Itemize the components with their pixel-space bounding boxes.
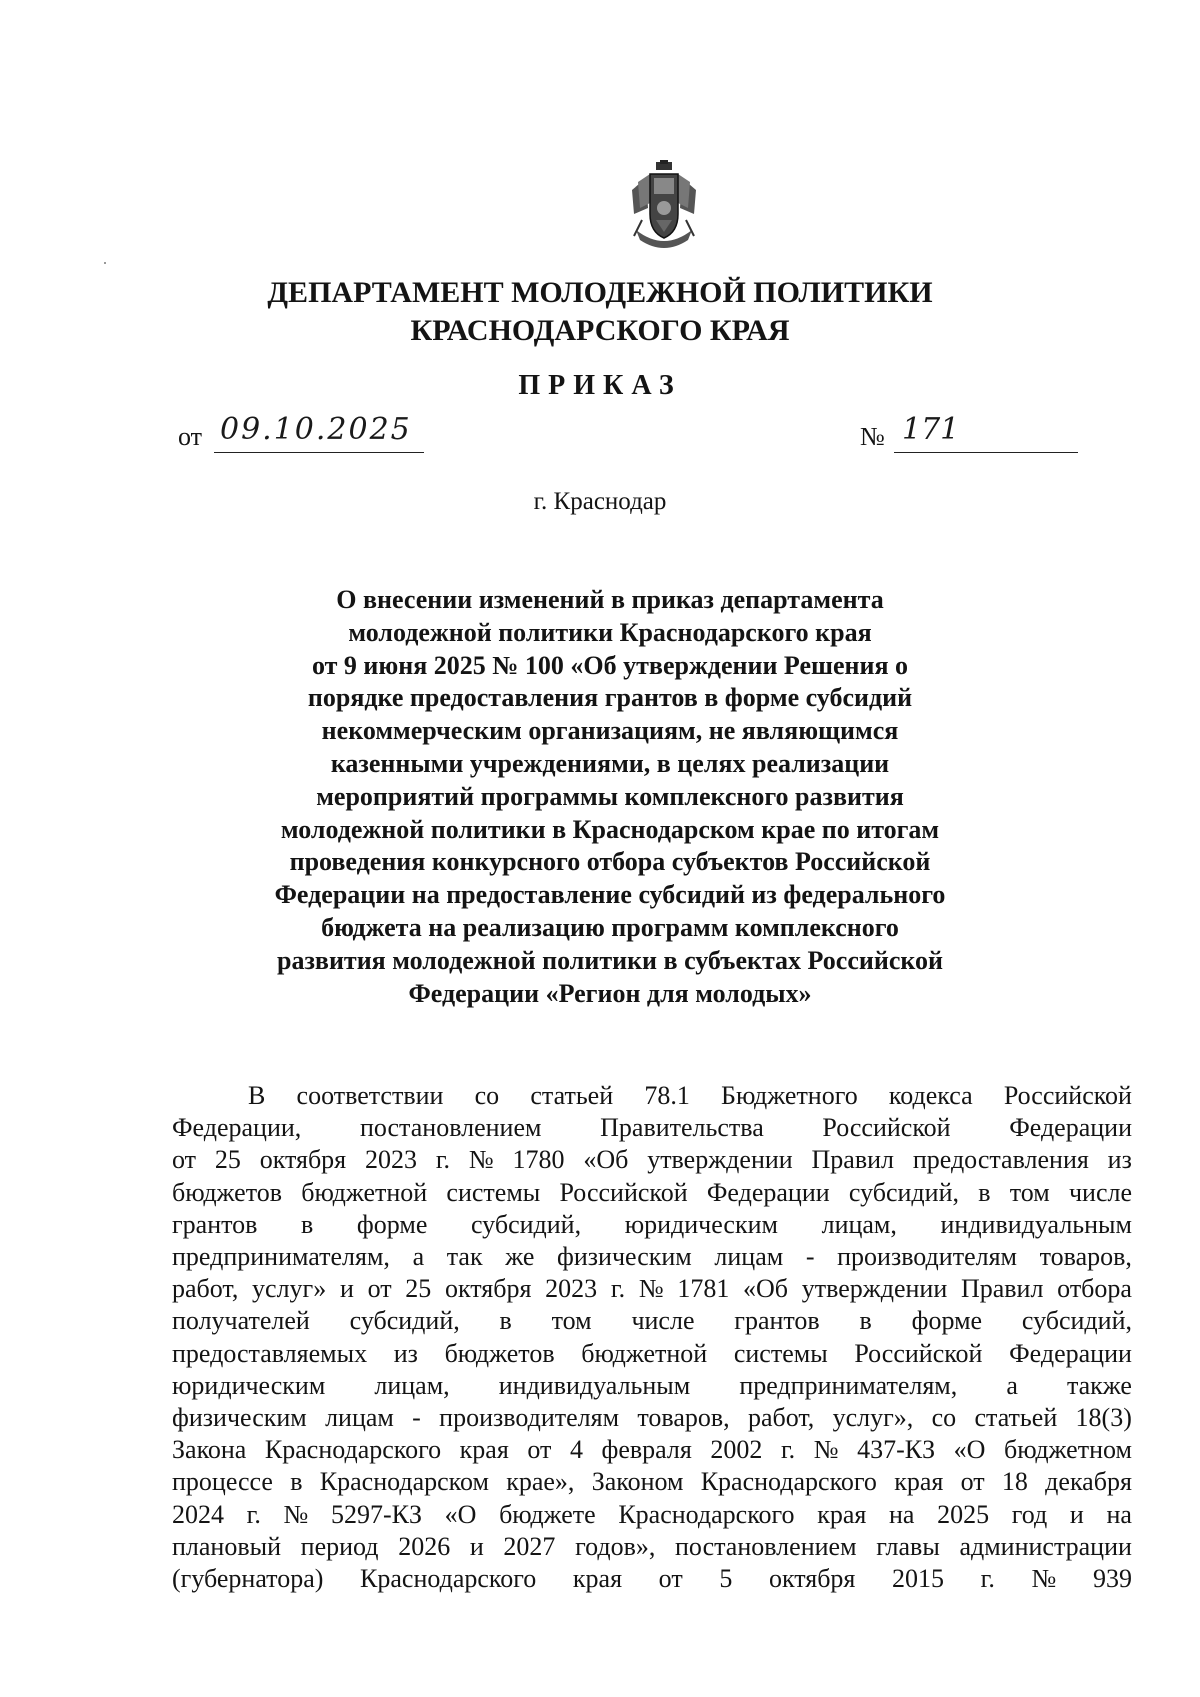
title-line: от 9 июня 2025 № 100 «Об утверждении Решения о: [311, 650, 909, 680]
body-word: работ,: [172, 1274, 239, 1304]
body-word: предоставляемых: [172, 1338, 368, 1368]
body-word: бюджетном: [1004, 1435, 1132, 1465]
number-prefix: №: [860, 422, 885, 451]
body-word: Бюджетного: [721, 1081, 858, 1110]
body-word: Федерации,: [172, 1113, 302, 1143]
body-word: отбора: [1057, 1274, 1132, 1304]
body-word: грантов: [172, 1209, 258, 1239]
body-word: юридическим: [624, 1209, 778, 1239]
body-word: лицам: [325, 1403, 394, 1433]
body-word: Закона: [172, 1435, 247, 1465]
body-word: Российской: [854, 1338, 983, 1368]
title-line: некоммерческим организациям, не являющимся: [321, 716, 899, 746]
body-word: Российской: [1003, 1081, 1132, 1110]
body-word: бюджетной: [581, 1338, 708, 1368]
body-line: [172, 1080, 1132, 1112]
body-word: субсидий,: [848, 1177, 959, 1207]
body-word: соответствии: [296, 1081, 444, 1110]
body-line: [172, 1112, 1132, 1144]
body-word: постановлением: [675, 1531, 857, 1561]
body-word: так: [446, 1242, 483, 1272]
scan-speck: [104, 262, 106, 264]
body-word: «Об: [583, 1145, 629, 1175]
body-paragraph: [172, 1080, 1132, 1595]
document-date: [178, 412, 438, 452]
body-word: физическим: [172, 1403, 307, 1433]
body-word: 4: [569, 1435, 583, 1465]
body-word: в: [499, 1306, 512, 1336]
body-word: г.: [610, 1274, 626, 1304]
body-word: годов»,: [575, 1531, 656, 1561]
body-word: «О: [953, 1435, 986, 1465]
body-word: лицам: [714, 1242, 784, 1272]
title-line: казенными учреждениями, в целях реализации: [330, 748, 890, 778]
body-word: «О: [444, 1499, 477, 1529]
body-word: статьей: [974, 1403, 1058, 1433]
body-word: форме: [911, 1306, 983, 1336]
body-word: 1780: [512, 1145, 565, 1175]
body-word: плановый: [172, 1531, 282, 1561]
body-word: г.: [980, 1564, 995, 1594]
body-word: от: [658, 1564, 683, 1594]
body-word: октября: [445, 1274, 532, 1304]
body-word: 25: [405, 1274, 432, 1304]
body-word: работ,: [747, 1403, 815, 1433]
body-word: из: [393, 1338, 418, 1368]
body-word: предпринимателям,: [739, 1370, 958, 1400]
body-word: товаров,: [1039, 1242, 1132, 1272]
body-word: предпринимателям,: [172, 1242, 390, 1272]
body-word: Российской: [559, 1177, 688, 1207]
department-name: [0, 274, 1200, 350]
body-word: числе: [1068, 1177, 1132, 1207]
body-word: со: [474, 1081, 500, 1110]
body-word: 18(3): [1075, 1403, 1132, 1433]
body-word: услуг»: [252, 1274, 327, 1304]
body-word: №: [468, 1145, 494, 1175]
body-word: края: [894, 1467, 944, 1497]
handwritten-date: 09.10.2025: [220, 412, 412, 447]
title-line: мероприятий программы комплексного развития: [316, 781, 904, 811]
body-word: 18: [1001, 1467, 1028, 1497]
body-word: год: [1011, 1499, 1048, 1529]
department-line-1: ДЕПАРТАМЕНТ МОЛОДЕЖНОЙ ПОЛИТИКИ: [267, 276, 933, 309]
body-word: статьей: [530, 1081, 614, 1110]
body-word: края: [817, 1499, 867, 1529]
body-word: -: [412, 1403, 421, 1433]
body-word: из: [1107, 1145, 1132, 1175]
body-line: [172, 1177, 1132, 1209]
body-word: Федерации: [1009, 1338, 1132, 1368]
body-word: крае»,: [506, 1467, 575, 1497]
body-word: бюджете: [499, 1499, 596, 1529]
body-word: октября: [768, 1564, 856, 1594]
department-line-2: КРАСНОДАРСКОГО КРАЯ: [410, 314, 790, 347]
body-word: кодекса: [888, 1081, 973, 1110]
body-word: октября: [259, 1145, 347, 1175]
body-word: края: [572, 1564, 623, 1594]
body-word: №: [283, 1499, 309, 1529]
body-word: производителям: [439, 1403, 620, 1433]
body-word: производителям: [837, 1242, 1017, 1272]
body-word: (губернатора): [172, 1564, 324, 1594]
body-word: Федерации: [706, 1177, 830, 1207]
body-word: края: [459, 1435, 509, 1465]
body-word: Правил: [960, 1274, 1044, 1304]
body-line: [172, 1563, 1132, 1595]
body-word: администрации: [959, 1531, 1132, 1561]
document-type: ПРИКАЗ: [518, 370, 682, 401]
body-word: Российской: [822, 1113, 951, 1143]
body-line: [172, 1434, 1132, 1466]
body-word: декабря: [1045, 1467, 1132, 1497]
body-word: бюджетов: [172, 1177, 283, 1207]
body-line: [172, 1338, 1132, 1370]
title-line: Федерации «Регион для молодых»: [408, 978, 812, 1008]
date-prefix: от: [178, 422, 203, 451]
body-word: постановлением: [359, 1113, 542, 1143]
body-word: 5: [719, 1564, 733, 1594]
body-word: лицам,: [374, 1370, 450, 1400]
body-word: субсидий,: [1021, 1306, 1132, 1336]
body-word: 939: [1092, 1564, 1132, 1594]
body-word: 2023: [364, 1145, 417, 1175]
body-word: форме: [356, 1209, 428, 1239]
date-underline: [214, 452, 424, 453]
body-word: 1781: [677, 1274, 730, 1304]
body-word: 78.1: [644, 1081, 690, 1110]
body-word: 2025: [937, 1499, 990, 1529]
body-word: в: [978, 1177, 991, 1207]
body-word: Федерации: [1009, 1113, 1132, 1143]
number-underline: [894, 452, 1078, 453]
body-word: услуг»,: [832, 1403, 914, 1433]
body-word: также: [1066, 1370, 1132, 1400]
body-line: [172, 1531, 1132, 1563]
body-word: Краснодарском: [319, 1467, 489, 1497]
body-word: субсидий,: [349, 1306, 460, 1336]
body-word: №: [813, 1435, 839, 1465]
title-line: молодежной политики Краснодарского края: [348, 617, 872, 647]
body-word: индивидуальным: [498, 1370, 691, 1400]
title-line: бюджета на реализацию программ комплексного: [321, 912, 899, 942]
body-word: Законом: [591, 1467, 684, 1497]
body-line: [172, 1144, 1132, 1176]
title-line: молодежной политики в Краснодарском крае по итогам: [280, 814, 940, 844]
body-word: системы: [733, 1338, 828, 1368]
title-line: Федерации на предоставление субсидий из федерального: [274, 880, 946, 910]
body-word: на: [1106, 1499, 1132, 1529]
body-word: 5297-КЗ: [330, 1499, 422, 1529]
body-word: юридическим: [172, 1370, 326, 1400]
body-line: [172, 1305, 1132, 1337]
body-word: «Об: [743, 1274, 789, 1304]
body-word: бюджетов: [444, 1338, 555, 1368]
body-word: лицам,: [821, 1209, 897, 1239]
body-word: от: [172, 1145, 197, 1175]
body-line: [172, 1241, 1132, 1273]
body-word: физическим: [557, 1242, 692, 1272]
city-name: г. Краснодар: [533, 488, 667, 515]
title-line: проведения конкурсного отбора субъектов Российской: [289, 847, 931, 877]
body-word: и: [1069, 1499, 1084, 1529]
body-word: №: [1031, 1564, 1057, 1594]
body-word: 2015: [892, 1564, 945, 1594]
body-word: в: [301, 1209, 314, 1239]
body-line: [172, 1273, 1132, 1305]
body-word: получателей: [172, 1306, 310, 1336]
body-word: системы: [446, 1177, 541, 1207]
body-word: со: [931, 1403, 957, 1433]
body-word: февраля: [601, 1435, 692, 1465]
body-word: Правительства: [600, 1113, 764, 1143]
body-word: 2026: [398, 1531, 451, 1561]
body-word: утверждении: [801, 1274, 948, 1304]
body-word: предоставления: [912, 1145, 1089, 1175]
body-line: [172, 1209, 1132, 1241]
body-word: 2024: [172, 1499, 224, 1529]
body-word: г.: [780, 1435, 796, 1465]
body-line: [172, 1466, 1132, 1498]
body-word: г.: [435, 1145, 451, 1175]
body-word: Краснодарского: [618, 1499, 795, 1529]
body-line: [172, 1402, 1132, 1434]
document-number: [860, 412, 1080, 452]
document-title: [250, 584, 970, 1010]
body-word: процессе: [172, 1467, 273, 1497]
body-word: Краснодарского: [264, 1435, 442, 1465]
body-line: [172, 1370, 1132, 1402]
body-word: том: [551, 1306, 592, 1336]
body-word: В: [248, 1081, 266, 1110]
body-word: том: [1009, 1177, 1050, 1207]
body-word: от: [527, 1435, 552, 1465]
body-word: и: [469, 1531, 484, 1561]
body-word: субсидий,: [470, 1209, 582, 1239]
body-word: Краснодарского: [360, 1564, 537, 1594]
body-word: 25: [214, 1145, 241, 1175]
body-word: главы: [876, 1531, 940, 1561]
title-line: порядке предоставления грантов в форме субсидий: [307, 683, 913, 713]
body-word: и: [339, 1274, 354, 1304]
body-word: на: [888, 1499, 915, 1529]
body-word: бюджетной: [301, 1177, 428, 1207]
body-word: 2023: [545, 1274, 598, 1304]
body-word: №: [638, 1274, 664, 1304]
handwritten-number: 171: [902, 412, 960, 447]
body-word: от: [960, 1467, 985, 1497]
body-word: 437-КЗ: [857, 1435, 936, 1465]
body-word: Краснодарского: [700, 1467, 877, 1497]
body-word: период: [300, 1531, 379, 1561]
title-line: О внесении изменений в приказ департамента: [336, 585, 884, 614]
body-word: -: [805, 1242, 815, 1272]
body-word: числе: [631, 1306, 695, 1336]
body-word: а: [412, 1242, 425, 1272]
body-word: 2002: [710, 1435, 763, 1465]
body-word: утверждении: [647, 1145, 793, 1175]
coat-of-arms-icon: [626, 160, 702, 256]
body-word: же: [505, 1242, 535, 1272]
body-word: товаров,: [637, 1403, 730, 1433]
body-word: грантов: [734, 1306, 820, 1336]
body-word: в: [290, 1467, 303, 1497]
body-word: г.: [246, 1499, 261, 1529]
body-word: а: [1006, 1370, 1018, 1400]
body-word: индивидуальным: [940, 1209, 1132, 1239]
body-word: в: [859, 1306, 872, 1336]
body-word: 2027: [503, 1531, 556, 1561]
body-line: [172, 1499, 1132, 1531]
body-word: от: [367, 1274, 392, 1304]
title-line: развития молодежной политики в субъектах Российской: [277, 945, 943, 975]
body-word: Правил: [811, 1145, 895, 1175]
